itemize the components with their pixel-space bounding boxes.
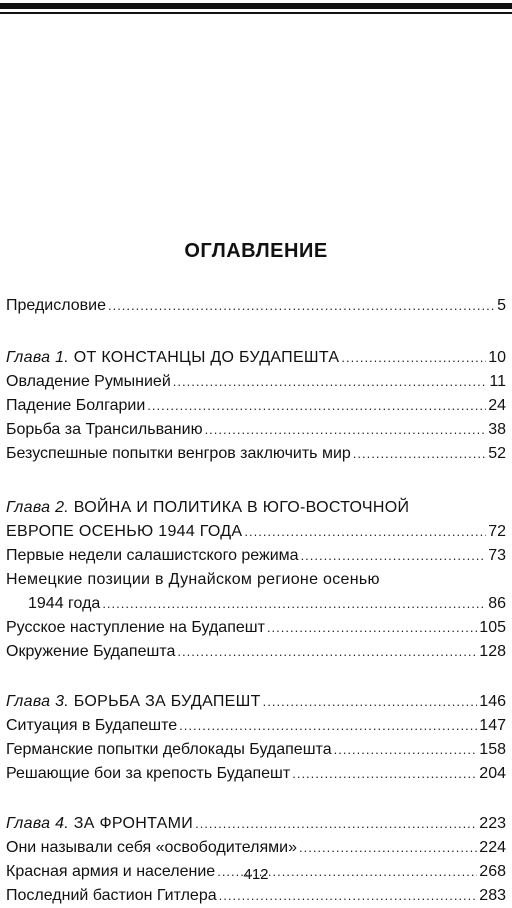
chapter-prefix: Глава 1.	[6, 349, 70, 366]
dot-leader	[179, 714, 477, 738]
toc-entry-label: Они называли себя «освободителями»	[6, 839, 297, 856]
toc-entry-label: Ситуация в Будапеште	[6, 717, 178, 734]
toc-entry-label: Окружение Будапешта	[6, 643, 176, 660]
toc-entry[interactable]	[6, 640, 506, 664]
toc-entry-label: Безуспешные попытки венгров заключить мир	[6, 445, 351, 462]
toc-entry[interactable]	[6, 370, 506, 394]
toc-entry-page: 224	[479, 839, 506, 856]
toc-entry-page: 24	[488, 397, 506, 414]
chapter-title: ЗА ФРОНТАМИ	[73, 815, 194, 832]
toc-entry[interactable]	[6, 738, 506, 762]
chapter-page: 223	[479, 815, 506, 832]
chapter-page: 10	[488, 349, 506, 366]
toc-entry[interactable]	[6, 418, 506, 442]
toc-entry-label: Последний бастион Гитлера	[6, 887, 217, 904]
toc-entry[interactable]	[6, 616, 506, 640]
toc-entry[interactable]	[6, 394, 506, 418]
toc-entry-label: 1944 года	[28, 595, 101, 612]
dot-leader	[177, 640, 477, 664]
toc-entry-line-1[interactable]: Немецкие позиции в Дунайском регионе осенью	[6, 571, 380, 588]
toc-entry-page: 11	[489, 373, 506, 390]
toc-entry-label: Овладение Румынией	[6, 373, 171, 390]
toc-entry-label: Предисловие	[6, 297, 106, 314]
dot-leader	[108, 294, 495, 318]
dot-leader	[195, 812, 477, 836]
dot-leader	[102, 592, 486, 616]
toc-entry-page: 52	[488, 445, 506, 462]
chapter-prefix: Глава 3.	[6, 693, 70, 710]
chapter-title: ВОЙНА И ПОЛИТИКА В ЮГО-ВОСТОЧНОЙ	[73, 499, 410, 516]
toc-entry-page: 268	[479, 863, 506, 880]
dot-leader	[341, 346, 486, 370]
toc-entry[interactable]	[6, 762, 506, 786]
toc-chapter-4[interactable]	[6, 812, 506, 836]
toc-chapter-2[interactable]	[6, 520, 506, 544]
toc-entry-label: Первые недели салашистского режима	[6, 547, 299, 564]
toc-chapter-2-title-line-1[interactable]	[6, 496, 506, 520]
dot-leader	[267, 616, 477, 640]
toc-entry-page: 5	[497, 297, 506, 314]
table-of-contents	[6, 294, 506, 908]
toc-entry-label: Борьба за Трансильванию	[6, 421, 203, 438]
toc-entry-label: Падение Болгарии	[6, 397, 146, 414]
toc-entry-page: 147	[479, 717, 506, 734]
chapter-prefix: Глава 2.	[6, 499, 70, 516]
dot-leader	[299, 836, 477, 860]
chapter-page: 72	[488, 523, 506, 540]
toc-entry-page: 73	[488, 547, 506, 564]
chapter-prefix: Глава 4.	[6, 815, 70, 832]
toc-entry-preface[interactable]	[6, 294, 506, 318]
top-rule-thick	[0, 3, 512, 9]
dot-leader	[301, 544, 487, 568]
dot-leader	[353, 442, 486, 466]
toc-entry[interactable]	[6, 544, 506, 568]
dot-leader	[147, 394, 486, 418]
toc-entry-page: 158	[479, 741, 506, 758]
toc-entry-page: 283	[479, 887, 506, 904]
toc-entry-page: 204	[479, 765, 506, 782]
chapter-title: БОРЬБА ЗА БУДАПЕШТ	[73, 693, 261, 710]
toc-entry-page: 128	[479, 643, 506, 660]
toc-entry[interactable]	[6, 714, 506, 738]
chapter-page: 146	[479, 693, 506, 710]
toc-heading: ОГЛАВЛЕНИЕ	[184, 240, 328, 262]
chapter-title-continued: ЕВРОПЕ ОСЕНЬЮ 1944 ГОДА	[6, 523, 243, 540]
dot-leader	[173, 370, 488, 394]
toc-entry[interactable]	[6, 836, 506, 860]
toc-entry-label: Германские попытки деблокады Будапешта	[6, 741, 332, 758]
dot-leader	[334, 738, 478, 762]
page-number: 412	[243, 866, 269, 883]
dot-leader	[292, 762, 477, 786]
toc-entry-label: Красная армия и население	[6, 863, 216, 880]
toc-entry-page: 38	[488, 421, 506, 438]
toc-chapter-1[interactable]	[6, 346, 506, 370]
toc-entry-page: 86	[488, 595, 506, 612]
toc-entry-label: Решающие бои за крепость Будапешт	[6, 765, 291, 782]
dot-leader	[205, 418, 487, 442]
toc-entry-label: Русское наступление на Будапешт	[6, 619, 265, 636]
dot-leader	[263, 690, 478, 714]
toc-chapter-3[interactable]	[6, 690, 506, 714]
dot-leader	[244, 520, 486, 544]
top-rule-thin	[0, 12, 512, 14]
toc-entry-page: 105	[479, 619, 506, 636]
toc-entry[interactable]	[6, 592, 506, 616]
toc-entry[interactable]	[6, 442, 506, 466]
chapter-title: ОТ КОНСТАНЦЫ ДО БУДАПЕШТА	[73, 349, 340, 366]
